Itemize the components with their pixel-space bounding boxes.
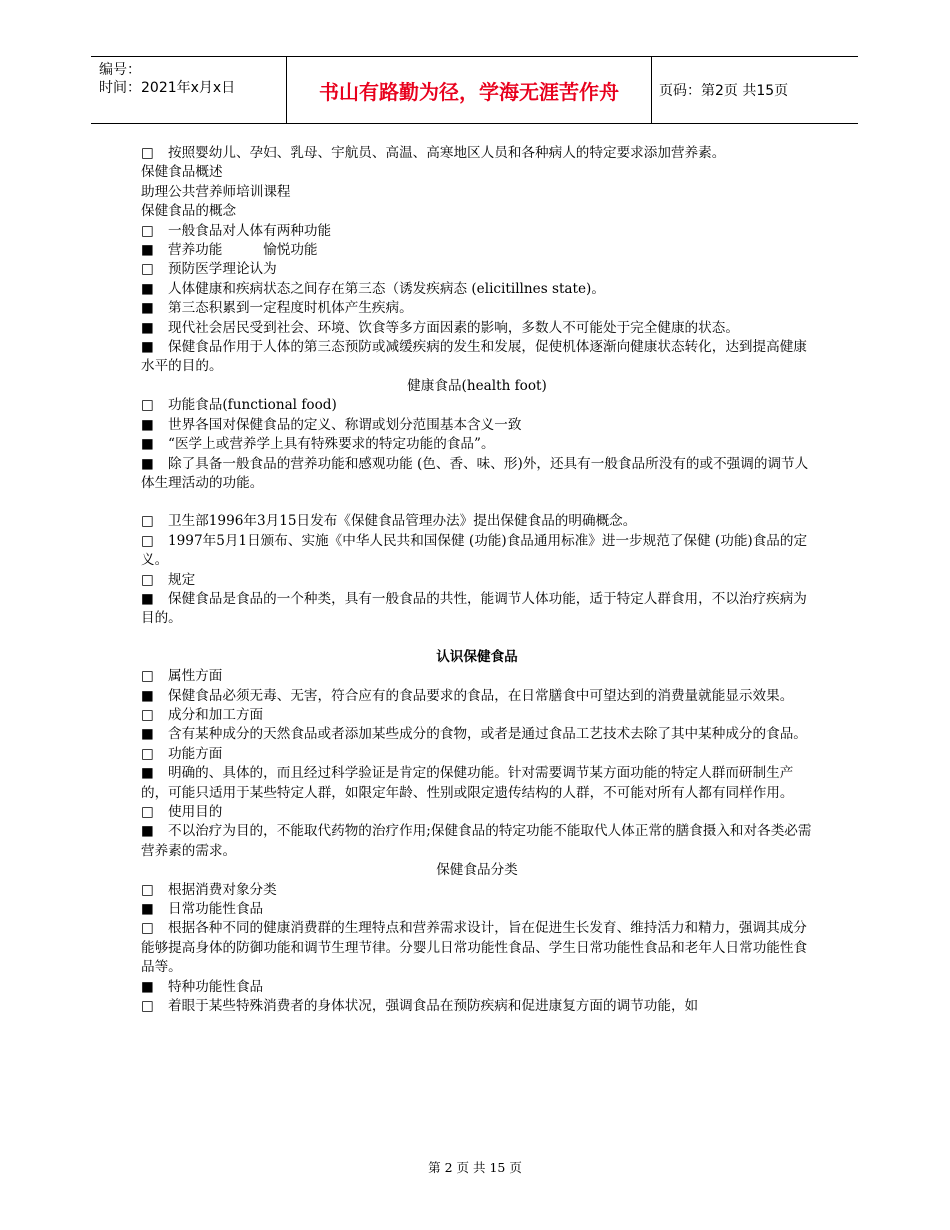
paragraph-line: [141, 163, 813, 182]
line-text: 着眼于某些特殊消费者的身体状况，强调食品在预防疾病和促进康复方面的调节功能，如: [168, 998, 699, 1015]
section-heading: [141, 861, 813, 880]
line-text: 世界各国对保健食品的定义、称谓或划分范围基本含义一致: [168, 416, 522, 433]
paragraph-line: [141, 745, 813, 764]
filled-square-bullet-icon: ■: [141, 823, 154, 840]
line-text: 一般食品对人体有两种功能: [168, 222, 332, 239]
paragraph-line: [141, 241, 813, 260]
header-page-info: 页码：第2页 共15页: [659, 83, 789, 99]
paragraph-line: [141, 455, 813, 494]
hollow-square-bullet-icon: □: [141, 261, 154, 278]
line-text: 根据各种不同的健康消费群的生理特点和营养需求设计，旨在促进生长发育、维持活力和精力，强调其成分能够提高身体的防御功能和调节生理节律。分婴儿日常功能性食品、学生日常功能性食品和老年人日常功能性食品等。: [141, 920, 808, 976]
line-text: 助理公共营养师培训课程: [141, 183, 291, 200]
section-heading: [141, 377, 813, 396]
page-footer: 第 2 页 共 15 页: [428, 1160, 522, 1175]
hollow-square-bullet-icon: □: [141, 706, 154, 723]
paragraph-line: [141, 997, 813, 1016]
filled-square-bullet-icon: ■: [141, 300, 154, 317]
hollow-square-bullet-icon: □: [141, 532, 154, 549]
paragraph-line: [141, 881, 813, 900]
line-text: 保健食品作用于人体的第三态预防或减缓疾病的发生和发展，促使机体逐渐向健康状态转化，达到提高健康水平的目的。: [141, 339, 807, 375]
filled-square-bullet-icon: ■: [141, 416, 154, 433]
line-text: 根据消费对象分类: [168, 881, 277, 898]
filled-square-bullet-icon: ■: [141, 901, 154, 918]
hollow-square-bullet-icon: □: [141, 998, 154, 1015]
paragraph-line: [141, 725, 813, 744]
doc-date: 时间：2021年x月x日: [99, 80, 236, 96]
line-text: 属性方面: [168, 668, 223, 685]
line-text: 保健食品概述: [141, 164, 223, 181]
hollow-square-bullet-icon: □: [141, 745, 154, 762]
paragraph-line: [141, 260, 813, 279]
line-text: 不以治疗为目的，不能取代药物的治疗作用;保健食品的特定功能不能取代人体正常的膳食摄入和对各类必需营养素的需求。: [141, 823, 812, 859]
paragraph-line: [141, 900, 813, 919]
paragraph-line: [141, 222, 813, 241]
filled-square-bullet-icon: ■: [141, 436, 154, 453]
line-text: 1997年5月1日颁布、实施《中华人民共和国保健 (功能)食品通用标准》进一步规范了保健 (功能)食品的定义。: [141, 532, 808, 569]
line-text: “医学上或营养学上具有特殊要求的特定功能的食品”。: [168, 436, 495, 453]
line-text: 按照婴幼儿、孕妇、乳母、宇航员、高温、高寒地区人员和各种病人的特定要求添加营养素。: [168, 145, 726, 161]
paragraph-line: [141, 435, 813, 454]
line-text: 健康食品(health foot): [407, 377, 547, 394]
paragraph-line: [141, 571, 813, 590]
paragraph-line: [141, 532, 813, 571]
filled-square-bullet-icon: ■: [141, 455, 154, 472]
line-text: 特种功能性食品: [168, 978, 264, 995]
line-text: 现代社会居民受到社会、环境、饮食等多方面因素的影响，多数人不可能处于完全健康的状态。: [168, 319, 739, 336]
line-text: 认识保健食品: [436, 648, 518, 665]
paragraph-line: [141, 416, 813, 435]
hollow-square-bullet-icon: □: [141, 804, 154, 820]
line-text: 人体健康和疾病状态之间存在第三态（诱发疾病态 (elicitillnes state)。: [168, 280, 605, 297]
section-heading: [141, 648, 813, 667]
hollow-square-bullet-icon: □: [141, 222, 154, 239]
header-motto: 书山有路勤为径，学海无涯苦作舟: [286, 57, 652, 123]
hollow-square-bullet-icon: □: [141, 145, 154, 161]
paragraph-line: [141, 706, 813, 725]
paragraph-line: [141, 822, 813, 861]
hollow-square-bullet-icon: □: [141, 920, 154, 937]
line-text: 成分和加工方面: [168, 706, 264, 723]
line-text: 保健食品的概念: [141, 203, 237, 220]
paragraph-line: [141, 144, 813, 163]
line-text: 保健食品是食品的一个种类，具有一般食品的共性，能调节人体功能，适于特定人群食用，不以治疗疾病为目的。: [141, 590, 807, 627]
filled-square-bullet-icon: ■: [141, 339, 154, 356]
paragraph-line: [141, 687, 813, 706]
paragraph-line: [141, 590, 813, 629]
filled-square-bullet-icon: ■: [141, 242, 154, 259]
blank-line: [141, 629, 813, 648]
paragraph-line: [141, 280, 813, 299]
line-text: 日常功能性食品: [168, 901, 264, 918]
line-text: 营养功能 愉悦功能: [168, 242, 318, 259]
filled-square-bullet-icon: ■: [141, 978, 154, 995]
filled-square-bullet-icon: ■: [141, 726, 154, 743]
blank-line: [141, 493, 813, 512]
doc-number-label: 编号：: [99, 62, 141, 78]
hollow-square-bullet-icon: □: [141, 571, 154, 588]
document-body: [141, 144, 813, 1016]
line-text: 明确的、具体的，而且经过科学验证是肯定的保健功能。针对需要调节某方面功能的特定人群而研制生产的，可能只适用于某些特定人群，如限定年龄、性别或限定遗传结构的人群，不可能对所有人都有同样作用。: [141, 765, 794, 801]
paragraph-line: [141, 396, 813, 415]
filled-square-bullet-icon: ■: [141, 687, 154, 704]
line-text: 保健食品分类: [436, 862, 518, 879]
line-text: 除了具备一般食品的营养功能和感观功能 (色、香、味、形)外，还具有一般食品所没有的或不强调的调节人体生理活动的功能。: [141, 455, 809, 491]
hollow-square-bullet-icon: □: [141, 397, 154, 414]
header-meta: [99, 61, 235, 97]
line-text: 含有某种成分的天然食品或者添加某些成分的食物，或者是通过食品工艺技术去除了其中某种成分的食品。: [168, 726, 807, 743]
paragraph-line: [141, 202, 813, 221]
paragraph-line: [141, 803, 813, 822]
line-text: 第三态积累到一定程度时机体产生疾病。: [168, 300, 413, 317]
line-text: 功能方面: [168, 745, 223, 762]
hollow-square-bullet-icon: □: [141, 881, 154, 898]
hollow-square-bullet-icon: □: [141, 513, 154, 530]
hollow-square-bullet-icon: □: [141, 668, 154, 685]
paragraph-line: [141, 919, 813, 977]
paragraph-line: [141, 299, 813, 318]
paragraph-line: [141, 338, 813, 377]
line-text: 使用目的: [168, 804, 223, 820]
filled-square-bullet-icon: ■: [141, 319, 154, 336]
filled-square-bullet-icon: ■: [141, 765, 154, 782]
paragraph-line: [141, 667, 813, 686]
line-text: 规定: [168, 571, 196, 588]
filled-square-bullet-icon: ■: [141, 280, 154, 297]
paragraph-line: [141, 512, 813, 531]
filled-square-bullet-icon: ■: [141, 590, 154, 607]
page-header: [91, 56, 858, 124]
paragraph-line: [141, 978, 813, 997]
line-text: 预防医学理论认为: [168, 261, 277, 278]
line-text: 卫生部1996年3月15日发布《保健食品管理办法》提出保健食品的明确概念。: [168, 513, 637, 530]
line-text: 功能食品(functional food): [168, 397, 337, 414]
line-text: 保健食品必须无毒、无害，符合应有的食品要求的食品，在日常膳食中可望达到的消费量就能显示效果。: [168, 687, 794, 704]
paragraph-line: [141, 764, 813, 803]
paragraph-line: [141, 183, 813, 202]
paragraph-line: [141, 319, 813, 338]
